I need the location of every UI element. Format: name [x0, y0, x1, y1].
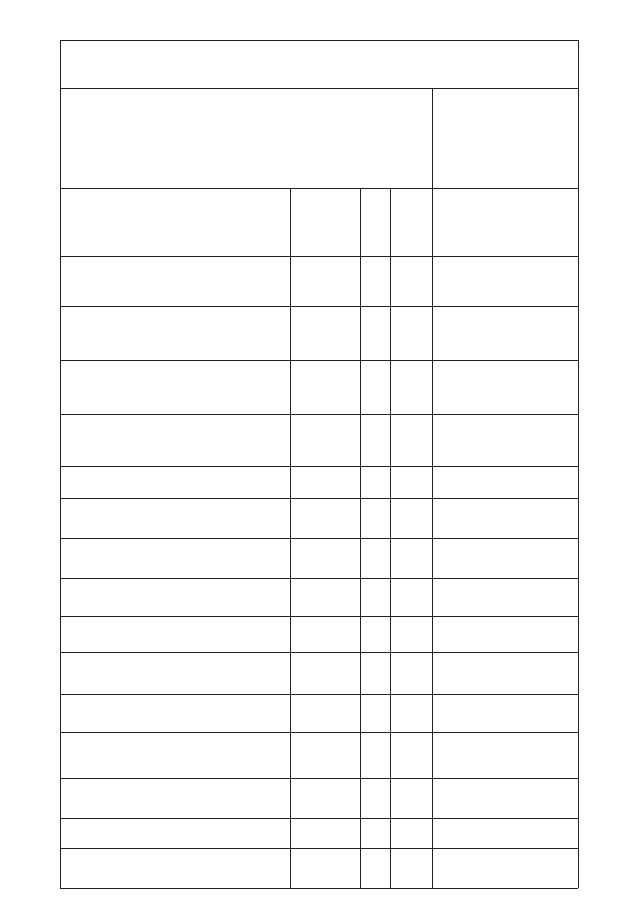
- col-line: [60, 498, 578, 499]
- col-line: [60, 694, 578, 695]
- col-line: [60, 466, 578, 467]
- row-line: [360, 188, 361, 888]
- row-line: [290, 188, 291, 888]
- col-line: [60, 652, 578, 653]
- table-header-line: [60, 88, 578, 89]
- col-line: [60, 778, 578, 779]
- row-line: [390, 188, 391, 888]
- table-border-top: [60, 40, 578, 41]
- col-line: [60, 818, 578, 819]
- table-border-right: [578, 40, 579, 888]
- table-border-left: [60, 40, 61, 888]
- col-line: [60, 256, 578, 257]
- row-line: [432, 88, 433, 888]
- col-line: [60, 414, 578, 415]
- col-line: [60, 578, 578, 579]
- col-line: [60, 306, 578, 307]
- col-line: [60, 616, 578, 617]
- col-line: [60, 848, 578, 849]
- col-line: [60, 188, 578, 189]
- col-line: [60, 732, 578, 733]
- table-border-bottom: [60, 888, 578, 889]
- col-line: [60, 360, 578, 361]
- col-line: [60, 538, 578, 539]
